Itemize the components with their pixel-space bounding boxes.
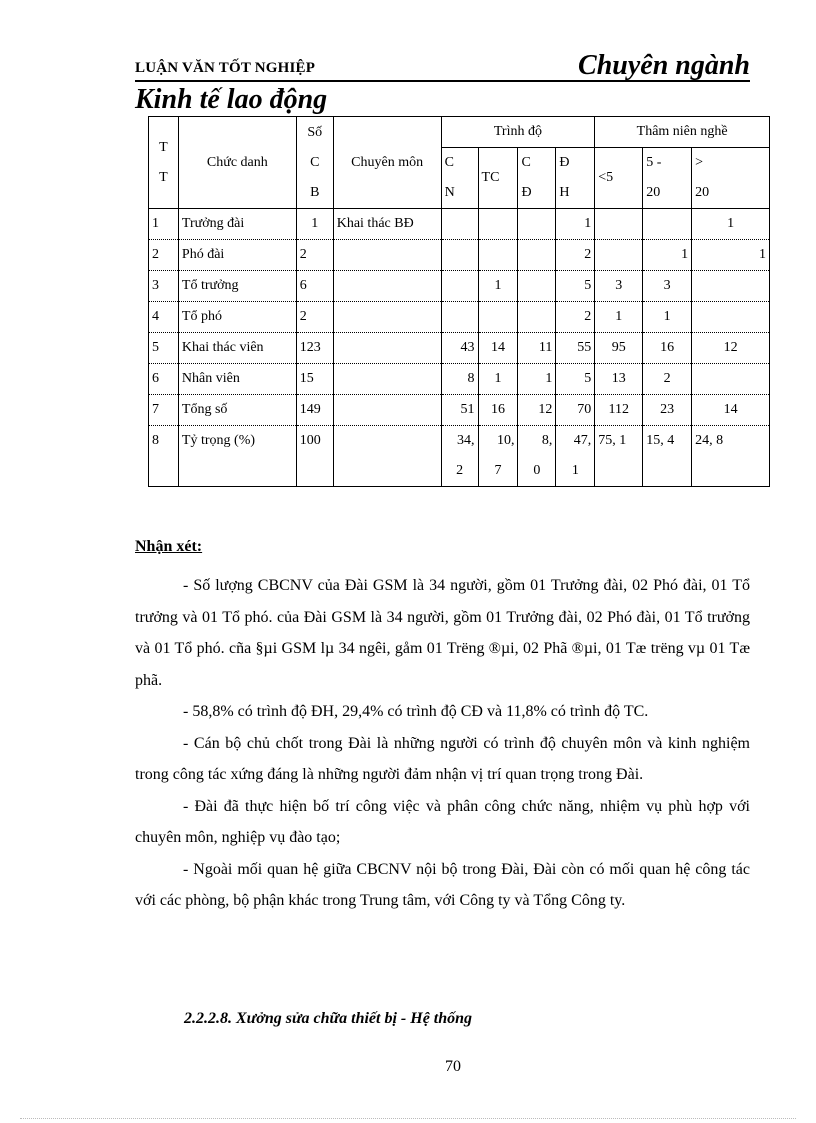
cell-so: 100	[296, 426, 333, 487]
header-dh: Đ H	[556, 148, 595, 209]
cell-cd	[518, 209, 556, 240]
cell-cn: 8	[441, 364, 478, 395]
header-right: Chuyên ngành	[578, 50, 750, 81]
cell-gt20: 1	[692, 240, 770, 271]
cell-cn	[441, 271, 478, 302]
cell-name: Phó đài	[178, 240, 296, 271]
header-gt20: > 20	[692, 148, 770, 209]
paragraph: - 58,8% có trình độ ĐH, 29,4% có trình độ CĐ và 11,8% có trình độ TC.	[183, 703, 649, 720]
header-so-cb: Số C B	[296, 117, 333, 209]
header-tt: T T	[149, 117, 179, 209]
table-row	[149, 395, 770, 426]
paragraph: - Số lượng CBCNV của Đài GSM là 34 người, gồm 01 Trưởng đài, 02 Phó đài, 01 Tổ trưởng và 01 Tổ phó. của Đài GSM là 34 người, gồm 01 Trưởng đài, 02 Phó đài, 01 Tổ trưởng và 01 Tổ phó. cña §µi GSM lµ 34 ngêi, gåm 01 Trëng ®µi, 02 Phã ®µi, 01 Tæ trëng vµ 01 Tæ phã.	[135, 577, 750, 689]
cell-chuyen-mon	[333, 426, 441, 487]
header-rule	[135, 80, 750, 82]
cell-cd: 11	[518, 333, 556, 364]
cell-chuyen-mon	[333, 271, 441, 302]
cell-cd: 12	[518, 395, 556, 426]
cell-tc: 14	[478, 333, 518, 364]
cell-tt: 1	[149, 209, 179, 240]
paragraph: - Đài đã thực hiện bố trí công việc và phân công chức năng, nhiệm vụ phù hợp với chuyên môn, nghiệp vụ đào tạo;	[135, 797, 750, 846]
cell-tt: 3	[149, 271, 179, 302]
cell-lt5: 13	[595, 364, 643, 395]
cell-tt: 5	[149, 333, 179, 364]
cell-name: Khai thác viên	[178, 333, 296, 364]
table-row	[149, 426, 770, 487]
cell-5-20: 1	[643, 302, 692, 333]
cell-chuyen-mon: Khai thác BĐ	[333, 209, 441, 240]
header-chuc-danh: Chức danh	[178, 117, 296, 209]
header-cd: C Đ	[518, 148, 556, 209]
cell-name: Nhân viên	[178, 364, 296, 395]
cell-tt: 7	[149, 395, 179, 426]
cell-lt5: 112	[595, 395, 643, 426]
cell-5-20: 3	[643, 271, 692, 302]
cell-so: 2	[296, 240, 333, 271]
cell-lt5	[595, 209, 643, 240]
cell-tt: 2	[149, 240, 179, 271]
cell-dh: 2	[556, 302, 595, 333]
cell-so: 6	[296, 271, 333, 302]
cell-cn: 43	[441, 333, 478, 364]
cell-tc: 16	[478, 395, 518, 426]
cell-cn	[441, 302, 478, 333]
cell-chuyen-mon	[333, 240, 441, 271]
header-5-20: 5 - 20	[643, 148, 692, 209]
cell-tt: 8	[149, 426, 179, 487]
body-text	[135, 570, 750, 917]
cell-tc: 1	[478, 271, 518, 302]
cell-lt5	[595, 240, 643, 271]
cell-lt5: 3	[595, 271, 643, 302]
cell-tt: 4	[149, 302, 179, 333]
cell-5-20: 2	[643, 364, 692, 395]
cell-tc	[478, 209, 518, 240]
paragraph: - Ngoài mối quan hệ giữa CBCNV nội bộ trong Đài, Đài còn có mối quan hệ công tác với các phòng, bộ phận khác trong Trung tâm, với Công ty và Tổng Công ty.	[135, 860, 750, 909]
staff-table	[148, 116, 770, 487]
header-tc: TC	[478, 148, 518, 209]
cell-cd: 8, 0	[518, 426, 556, 487]
cell-cd: 1	[518, 364, 556, 395]
cell-gt20	[692, 364, 770, 395]
cell-so: 15	[296, 364, 333, 395]
cell-gt20: 1	[692, 209, 770, 240]
cell-dh: 2	[556, 240, 595, 271]
cell-5-20: 15, 4	[643, 426, 692, 487]
table-header-row	[149, 117, 770, 148]
header-lt5: <5	[595, 148, 643, 209]
cell-lt5: 75, 1	[595, 426, 643, 487]
cell-tc	[478, 240, 518, 271]
cell-so: 123	[296, 333, 333, 364]
cell-name: Tổng số	[178, 395, 296, 426]
cell-dh: 5	[556, 271, 595, 302]
cell-5-20: 1	[643, 240, 692, 271]
table-row	[149, 333, 770, 364]
cell-lt5: 1	[595, 302, 643, 333]
cell-dh: 70	[556, 395, 595, 426]
cell-cd	[518, 302, 556, 333]
header-tham-nien: Thâm niên nghề	[595, 117, 770, 148]
table-row	[149, 271, 770, 302]
table-row	[149, 240, 770, 271]
cell-chuyen-mon	[333, 364, 441, 395]
header-chuyen-mon: Chuyên môn	[333, 117, 441, 209]
cell-name: Tỷ trọng (%)	[178, 426, 296, 487]
cell-chuyen-mon	[333, 395, 441, 426]
cell-dh: 55	[556, 333, 595, 364]
header-subtitle: Kinh tế lao động	[135, 84, 328, 115]
cell-cn: 51	[441, 395, 478, 426]
nhan-xet-heading: Nhận xét:	[135, 538, 203, 555]
cell-dh: 47, 1	[556, 426, 595, 487]
cell-cn	[441, 209, 478, 240]
table-row	[149, 209, 770, 240]
cell-gt20: 12	[692, 333, 770, 364]
cell-so: 149	[296, 395, 333, 426]
cell-name: Trưởng đài	[178, 209, 296, 240]
section-heading: 2.2.2.8. Xưởng sửa chữa thiết bị - Hệ thống	[184, 1010, 473, 1027]
page-number: 70	[445, 1058, 461, 1075]
cell-5-20: 23	[643, 395, 692, 426]
cell-cd	[518, 240, 556, 271]
cell-cd	[518, 271, 556, 302]
cell-cn	[441, 240, 478, 271]
cell-gt20: 24, 8	[692, 426, 770, 487]
header-left: LUẬN VĂN TỐT NGHIỆP	[135, 60, 316, 76]
cell-name: Tổ trưởng	[178, 271, 296, 302]
table-row	[149, 302, 770, 333]
cell-dh: 1	[556, 209, 595, 240]
footer-rule	[20, 1118, 796, 1119]
cell-gt20: 14	[692, 395, 770, 426]
table-row	[149, 364, 770, 395]
cell-gt20	[692, 302, 770, 333]
cell-dh: 5	[556, 364, 595, 395]
cell-tc: 1	[478, 364, 518, 395]
cell-so: 1	[296, 209, 333, 240]
cell-cn: 34, 2	[441, 426, 478, 487]
cell-tt: 6	[149, 364, 179, 395]
cell-5-20: 16	[643, 333, 692, 364]
cell-tc	[478, 302, 518, 333]
cell-lt5: 95	[595, 333, 643, 364]
header-cn: C N	[441, 148, 478, 209]
cell-chuyen-mon	[333, 333, 441, 364]
paragraph: - Cán bộ chủ chốt trong Đài là những người có trình độ chuyên môn và kinh nghiệm trong công tác xứng đáng là những người đảm nhận vị trí quan trọng trong Đài.	[135, 734, 750, 783]
cell-5-20	[643, 209, 692, 240]
cell-name: Tổ phó	[178, 302, 296, 333]
cell-tc: 10, 7	[478, 426, 518, 487]
cell-so: 2	[296, 302, 333, 333]
cell-gt20	[692, 271, 770, 302]
header-trinh-do: Trình độ	[441, 117, 595, 148]
cell-chuyen-mon	[333, 302, 441, 333]
